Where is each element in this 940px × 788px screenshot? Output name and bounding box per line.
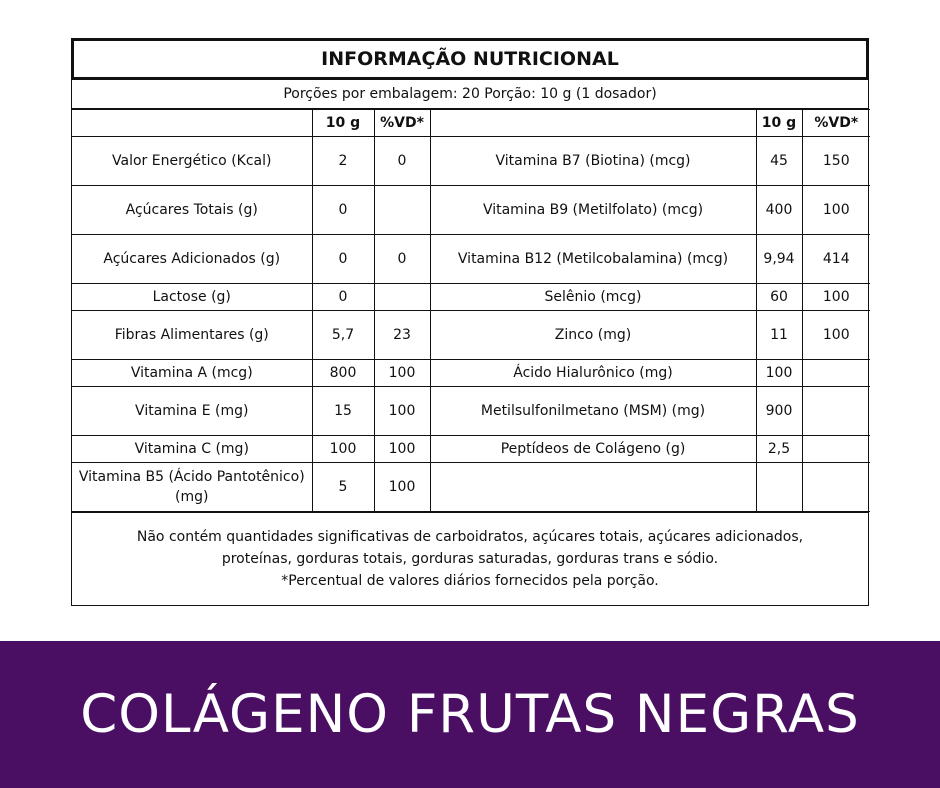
cell-right-g: 900	[756, 387, 802, 436]
cell-right-vd: 100	[802, 186, 870, 235]
cell-left-vd: 0	[374, 235, 430, 284]
cell-right-g: 2,5	[756, 436, 802, 463]
header-blank-left	[72, 110, 312, 137]
header-portion-right: 10 g	[756, 110, 802, 137]
cell-right-g: 100	[756, 360, 802, 387]
cell-left-name: Lactose (g)	[72, 284, 312, 311]
header-blank-right	[430, 110, 756, 137]
cell-right-vd	[802, 387, 870, 436]
cell-left-g: 2	[312, 137, 374, 186]
cell-left-name: Vitamina C (mg)	[72, 436, 312, 463]
cell-left-name: Açúcares Totais (g)	[72, 186, 312, 235]
nutrition-table	[72, 109, 870, 512]
nutrient-row	[72, 186, 870, 235]
cell-left-g: 800	[312, 360, 374, 387]
cell-left-vd: 0	[374, 137, 430, 186]
nutrient-row	[72, 436, 870, 463]
cell-left-vd	[374, 284, 430, 311]
cell-right-name: Vitamina B7 (Biotina) (mcg)	[430, 137, 756, 186]
cell-left-g: 5,7	[312, 311, 374, 360]
cell-right-g: 11	[756, 311, 802, 360]
nutrient-row	[72, 137, 870, 186]
nutrient-row	[72, 360, 870, 387]
cell-right-vd	[802, 436, 870, 463]
cell-left-vd: 100	[374, 360, 430, 387]
cell-left-vd	[374, 186, 430, 235]
cell-right-name: Vitamina B12 (Metilcobalamina) (mcg)	[430, 235, 756, 284]
cell-right-vd	[802, 463, 870, 512]
cell-right-g: 400	[756, 186, 802, 235]
cell-right-name: Selênio (mcg)	[430, 284, 756, 311]
cell-right-vd: 414	[802, 235, 870, 284]
cell-left-name: Vitamina B5 (Ácido Pantotênico) (mg)	[72, 463, 312, 512]
cell-left-name: Vitamina E (mg)	[72, 387, 312, 436]
cell-left-vd: 100	[374, 387, 430, 436]
header-portion-left: 10 g	[312, 110, 374, 137]
cell-left-g: 15	[312, 387, 374, 436]
cell-right-name: Metilsulfonilmetano (MSM) (mg)	[430, 387, 756, 436]
cell-left-name: Fibras Alimentares (g)	[72, 311, 312, 360]
nutrient-row	[72, 235, 870, 284]
cell-left-vd: 100	[374, 436, 430, 463]
nutrition-label	[71, 38, 869, 606]
cell-right-name: Zinco (mg)	[430, 311, 756, 360]
footnote	[72, 512, 868, 605]
cell-left-g: 5	[312, 463, 374, 512]
cell-right-name: Peptídeos de Colágeno (g)	[430, 436, 756, 463]
header-vd-left: %VD*	[374, 110, 430, 137]
cell-left-g: 100	[312, 436, 374, 463]
header-row	[72, 110, 870, 137]
cell-right-name	[430, 463, 756, 512]
nutrient-row	[72, 311, 870, 360]
label-title: INFORMAÇÃO NUTRICIONAL	[71, 38, 869, 80]
cell-left-g: 0	[312, 235, 374, 284]
cell-left-g: 0	[312, 186, 374, 235]
cell-left-g: 0	[312, 284, 374, 311]
cell-left-name: Vitamina A (mcg)	[72, 360, 312, 387]
product-name: COLÁGENO FRUTAS NEGRAS	[80, 684, 860, 745]
product-banner	[0, 641, 940, 788]
cell-right-vd: 100	[802, 311, 870, 360]
cell-right-vd: 100	[802, 284, 870, 311]
cell-right-name: Ácido Hialurônico (mg)	[430, 360, 756, 387]
cell-left-name: Valor Energético (Kcal)	[72, 137, 312, 186]
nutrient-row	[72, 387, 870, 436]
cell-right-vd	[802, 360, 870, 387]
cell-right-g: 45	[756, 137, 802, 186]
cell-right-g	[756, 463, 802, 512]
header-vd-right: %VD*	[802, 110, 870, 137]
portions-info: Porções por embalagem: 20 Porção: 10 g (1 dosador)	[72, 80, 868, 109]
nutrient-row	[72, 463, 870, 512]
footnote-line-3: *Percentual de valores diários fornecidos pela porção.	[281, 573, 659, 589]
cell-right-vd: 150	[802, 137, 870, 186]
cell-left-vd: 100	[374, 463, 430, 512]
footnote-line-1: Não contém quantidades significativas de carboidratos, açúcares totais, açúcares adicionados,	[136, 529, 804, 545]
cell-left-vd: 23	[374, 311, 430, 360]
footnote-line-2: proteínas, gorduras totais, gorduras saturadas, gorduras trans e sódio.	[221, 551, 719, 567]
cell-right-name: Vitamina B9 (Metilfolato) (mcg)	[430, 186, 756, 235]
cell-left-name: Açúcares Adicionados (g)	[72, 235, 312, 284]
nutrient-row	[72, 284, 870, 311]
cell-right-g: 60	[756, 284, 802, 311]
cell-right-g: 9,94	[756, 235, 802, 284]
